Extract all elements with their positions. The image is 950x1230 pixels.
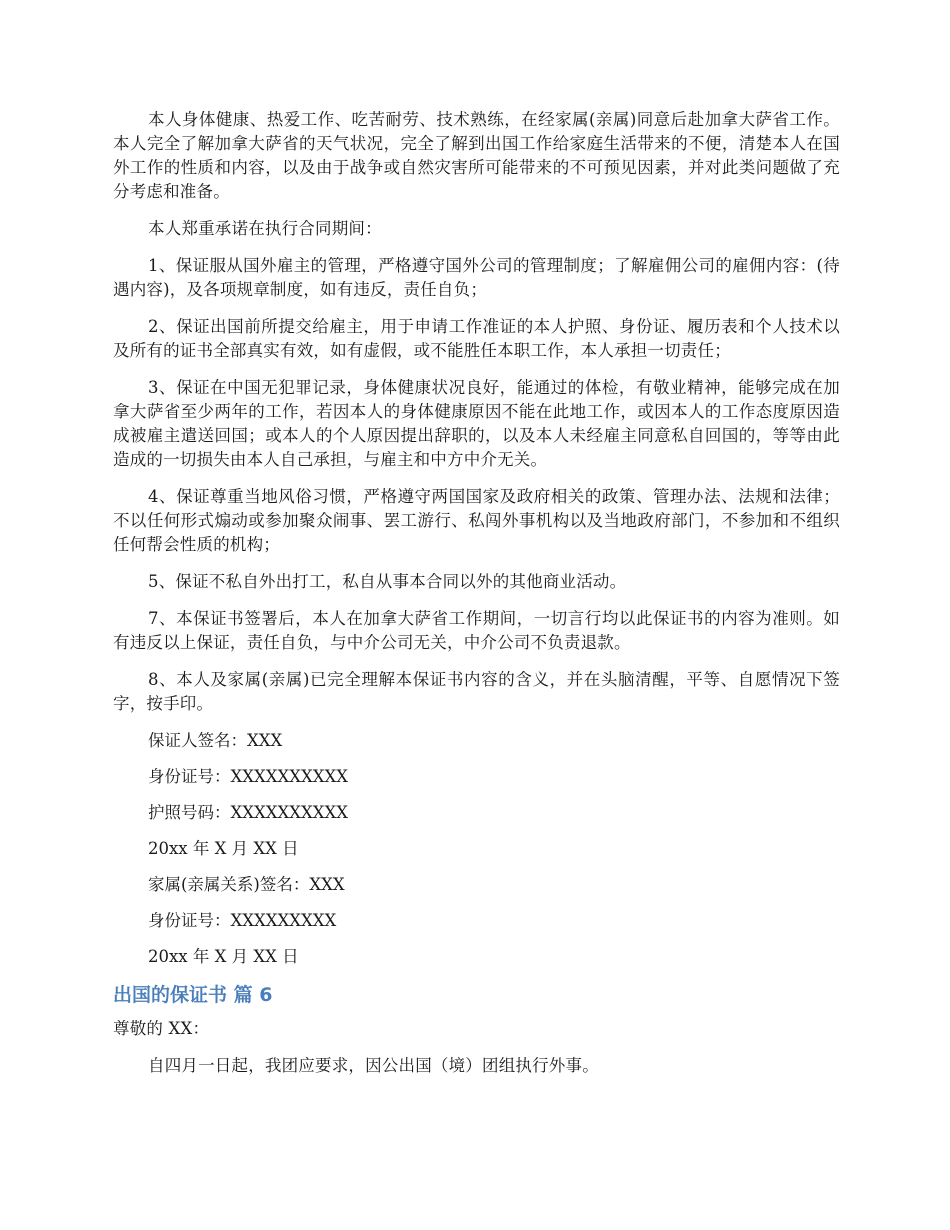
document-page — [113, 108, 840, 1091]
clause-4: 4、保证尊重当地风俗习惯，严格遵守两国国家及政府相关的政策、管理办法、法规和法律；不以任何形式煽动或参加聚众闹事、罢工游行、私闯外事机构以及当地政府部门，不参加和不组织任何帮会性质的机构； — [113, 487, 840, 554]
family-id-line: 身份证号：XXXXXXXXX — [148, 911, 337, 930]
date-line: 20xx 年 X 月 XX 日 — [148, 839, 299, 858]
family-date-line: 20xx 年 X 月 XX 日 — [148, 947, 299, 966]
salutation: 尊敬的 XX： — [113, 1019, 210, 1038]
signer-line: 保证人签名：XXX — [148, 731, 283, 750]
section-heading: 出国的保证书 篇 6 — [113, 984, 273, 1006]
clause-1: 1、保证服从国外雇主的管理，严格遵守国外公司的管理制度；了解雇佣公司的雇佣内容：(待遇内容)，及各项规章制度，如有违反，责任自负； — [113, 256, 840, 299]
section-paragraph: 自四月一日起，我团应要求，因公出国（境）团组执行外事。 — [148, 1056, 599, 1075]
clause-5: 5、保证不私自外出打工，私自从事本合同以外的其他商业活动。 — [148, 572, 627, 591]
clause-2: 2、保证出国前所提交给雇主，用于申请工作准证的本人护照、身份证、履历表和个人技术以及所有的证书全部真实有效，如有虚假，或不能胜任本职工作，本人承担一切责任； — [113, 317, 840, 360]
paragraph-commitment: 本人郑重承诺在执行合同期间： — [148, 219, 382, 238]
clause-7: 7、本保证书签署后，本人在加拿大萨省工作期间，一切言行均以此保证书的内容为准则。如有违反以上保证，责任自负，与中介公司无关，中介公司不负责退款。 — [113, 609, 840, 652]
id-number-line: 身份证号：XXXXXXXXXX — [148, 767, 348, 786]
family-signer-line: 家属(亲属关系)签名：XXX — [148, 875, 345, 894]
clause-8: 8、本人及家属(亲属)已完全理解本保证书内容的含义，并在头脑清醒，平等、自愿情况下签字，按手印。 — [113, 670, 840, 713]
clause-3: 3、保证在中国无犯罪记录，身体健康状况良好，能通过的体检，有敬业精神，能够完成在加拿大萨省至少两年的工作，若因本人的身体健康原因不能在此地工作，或因本人的工作态度原因造成被雇主遣送回国；或本人的个人原因提出辞职的，以及本人未经雇主同意私自回国的，等等由此造成的一切损失由本人自己承担，与雇主和中方中介无关。 — [113, 378, 840, 469]
passport-line: 护照号码：XXXXXXXXXX — [148, 803, 348, 822]
paragraph-intro: 本人身体健康、热爱工作、吃苦耐劳、技术熟练，在经家属(亲属)同意后赴加拿大萨省工作。本人完全了解加拿大萨省的天气状况，完全了解到出国工作给家庭生活带来的不便，清楚本人在国外工作的性质和内容，以及由于战争或自然灾害所可能带来的不可预见因素，并对此类问题做了充分考虑和准备。 — [113, 110, 840, 201]
